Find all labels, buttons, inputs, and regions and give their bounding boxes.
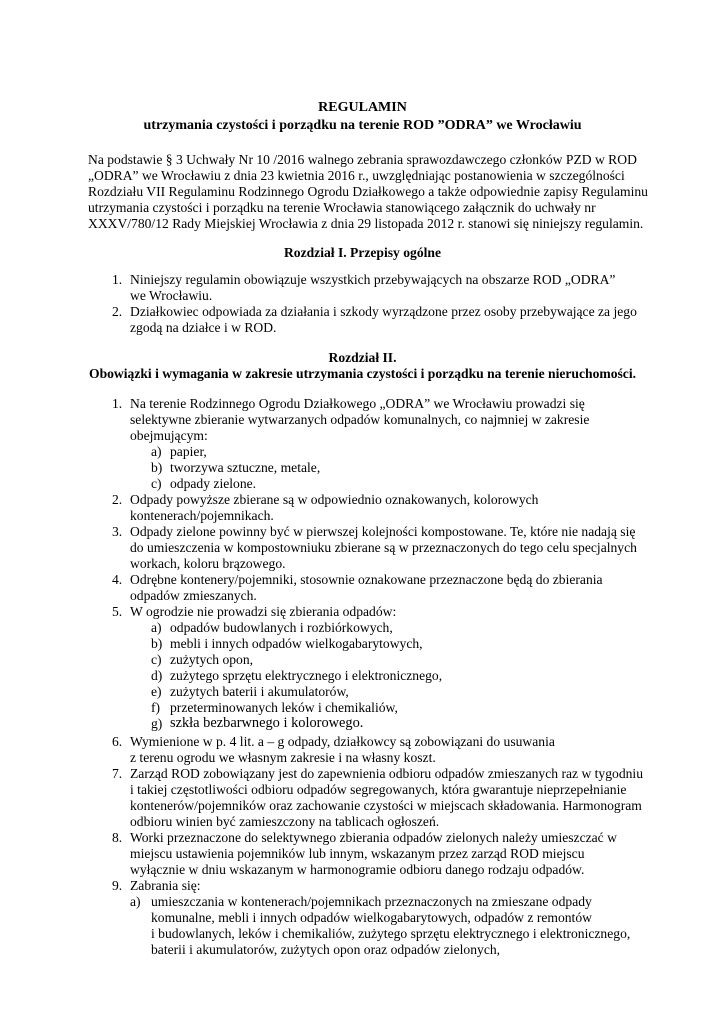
- chapter-1-heading: Rozdział I. Przepisy ogólne: [283, 245, 442, 260]
- item-text: W ogrodzie nie prowadzi się zbierania odpadów:: [130, 604, 397, 619]
- subitem-text: przeterminowanych leków i chemikaliów,: [170, 700, 398, 715]
- item-text: selektywne zbieranie wytwarzanych odpadów komunalnych, co najmniej w zakresie: [130, 412, 590, 427]
- item-text: workach, koloru brązowego.: [130, 556, 286, 571]
- intro-line: utrzymania czystości i porządku na terenie Wrocławia stanowiącego załącznik do uchwały nr: [88, 200, 596, 215]
- document-subtitle: utrzymania czystości i porządku na terenie ROD ”ODRA” we Wrocławiu: [143, 118, 582, 133]
- subitem-text: zużytych baterii i akumulatorów,: [170, 684, 349, 699]
- subitem-text: szkła bezbarwnego i kolorowego.: [170, 715, 364, 731]
- subitem-letter: a): [130, 894, 141, 909]
- item-text: Odpady zielone powinny być w pierwszej kolejności kompostowane. Te, które nie nadają się: [130, 524, 636, 539]
- subitem-text: odpady zielone.: [170, 476, 257, 491]
- item-number: 3.: [112, 524, 123, 539]
- item-text: Działkowiec odpowiada za działania i szkody wyrządzone przez osoby przebywające za jego: [130, 304, 637, 319]
- item-text: miejscu ustawienia pojemników lub innym, wskazanym przez zarząd ROD miejscu: [130, 846, 585, 861]
- item-text: Zarząd ROD zobowiązany jest do zapewnienia odbioru odpadów zmieszanych raz w tygodniu: [130, 766, 643, 781]
- item-text: Na terenie Rodzinnego Ogrodu Działkowego „ODRA” we Wrocławiu prowadzi się: [130, 396, 585, 411]
- subitem-text: odpadów budowlanych i rozbiórkowych,: [170, 620, 393, 635]
- item-text: we Wrocławiu.: [130, 288, 213, 303]
- intro-line: XXXV/780/12 Rady Miejskiej Wrocławia z dnia 29 listopada 2012 r. stanowi się niniejszy regulamin.: [88, 216, 644, 231]
- subitem-text: komunalne, mebli i innych odpadów wielkogabarytowych, odpadów z remontów: [151, 910, 592, 925]
- item-text: zgodą na działce i w ROD.: [130, 320, 277, 335]
- subitem-letter: g): [151, 716, 163, 731]
- document-title: REGULAMIN: [318, 100, 407, 115]
- item-text: odpadów zmieszanych.: [130, 588, 257, 603]
- subitem-text: umieszczania w kontenerach/pojemnikach przeznaczonych na zmieszane odpady: [151, 894, 592, 909]
- item-text: kontenerów/pojemników oraz zachowanie czystości w miejscach składowania. Harmonogram: [130, 798, 642, 813]
- subitem-letter: e): [151, 684, 162, 699]
- item-number: 9.: [112, 878, 123, 893]
- item-number: 5.: [112, 604, 123, 619]
- intro-line: Na podstawie § 3 Uchwały Nr 10 /2016 walnego zebrania sprawozdawczego członków PZD w ROD: [88, 152, 637, 167]
- item-text: z terenu ogrodu we własnym zakresie i na własny koszt.: [130, 750, 436, 765]
- item-number: 1.: [112, 396, 123, 411]
- item-number: 2.: [112, 492, 123, 507]
- intro-line: „ODRA” we Wrocławiu z dnia 23 kwietnia 2016 r., uwzględniając postanowienia w szczególności: [88, 168, 625, 183]
- subitem-text: mebli i innych odpadów wielkogabarytowych,: [170, 636, 423, 651]
- subitem-text: zużytych opon,: [170, 652, 254, 667]
- subitem-text: i budowlanych, leków i chemikaliów, zużytego sprzętu elektrycznego i elektronicznego,: [151, 926, 631, 941]
- subitem-letter: a): [151, 444, 162, 459]
- subitem-letter: d): [151, 668, 163, 683]
- item-text: i takiej częstotliwości odbioru odpadów segregowanych, która gwarantuje nieprzepełnianie: [130, 782, 627, 797]
- item-text: Worki przeznaczone do selektywnego zbierania odpadów zielonych należy umieszczać w: [130, 830, 617, 845]
- chapter-2-heading: Rozdział II.: [328, 350, 397, 365]
- subitem-letter: c): [151, 476, 162, 491]
- item-text: kontenerach/pojemnikach.: [130, 508, 274, 523]
- subitem-text: tworzywa sztuczne, metale,: [170, 460, 321, 475]
- subitem-text: baterii i akumulatorów, zużytych opon oraz odpadów zielonych,: [151, 942, 501, 957]
- item-text: odbioru winien być zamieszczony na tablicach ogłoszeń.: [130, 814, 440, 829]
- item-text: obejmującym:: [130, 428, 208, 443]
- item-number: 8.: [112, 830, 123, 845]
- item-text: Niniejszy regulamin obowiązuje wszystkich przebywających na obszarze ROD „ODRA”: [130, 272, 616, 287]
- item-number: 7.: [112, 766, 123, 781]
- item-number: 1.: [112, 272, 123, 287]
- item-number: 6.: [112, 734, 123, 749]
- item-text: wyłącznie w dniu wskazanym w harmonogramie odbioru danego rodzaju odpadów.: [130, 862, 585, 877]
- item-text: Odrębne kontenery/pojemniki, stosownie oznakowane przeznaczone będą do zbierania: [130, 572, 603, 587]
- item-text: Wymienione w p. 4 lit. a – g odpady, działkowcy są zobowiązani do usuwania: [130, 734, 555, 749]
- item-text: Zabrania się:: [130, 878, 201, 893]
- subitem-letter: b): [151, 460, 163, 475]
- subitem-letter: f): [151, 700, 161, 715]
- subitem-letter: c): [151, 652, 162, 667]
- item-number: 4.: [112, 572, 123, 587]
- item-text: do umieszczenia w kompostowniuku zbierane są w przeznaczonych do tego celu specjalnych: [130, 540, 637, 555]
- subitem-text: zużytego sprzętu elektrycznego i elektronicznego,: [170, 668, 443, 683]
- item-text: Odpady powyższe zbierane są w odpowiednio oznakowanych, kolorowych: [130, 492, 539, 507]
- subitem-letter: a): [151, 620, 162, 635]
- intro-line: Rozdziału VII Regulaminu Rodzinnego Ogrodu Działkowego a także odpowiednie zapisy Regulaminu: [88, 184, 648, 199]
- subitem-text: papier,: [170, 444, 207, 459]
- subitem-letter: b): [151, 636, 163, 651]
- chapter-2-subheading: Obowiązki i wymagania w zakresie utrzymania czystości i porządku na terenie nieruchomości.: [89, 366, 636, 381]
- item-number: 2.: [112, 304, 123, 319]
